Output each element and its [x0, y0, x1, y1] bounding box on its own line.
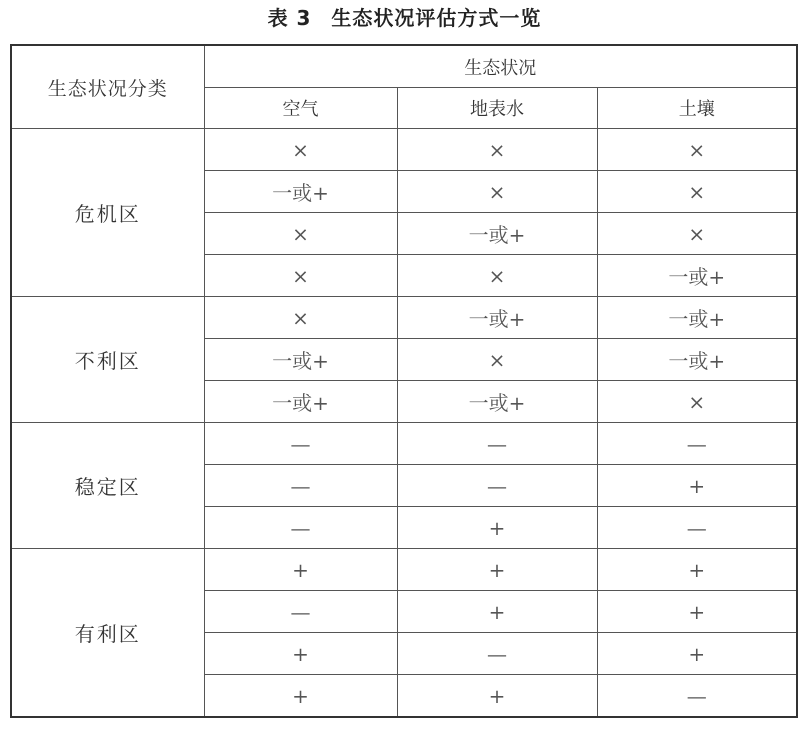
status-cell-surface-water: 一或+ — [397, 381, 597, 423]
status-cell-soil: + — [597, 633, 797, 675]
status-cell-soil: × — [597, 213, 797, 255]
table-body — [11, 129, 797, 718]
status-cell-surface-water: + — [397, 591, 597, 633]
status-cell-soil: + — [597, 591, 797, 633]
status-cell-surface-water: × — [397, 339, 597, 381]
zone-label: 稳定区 — [11, 423, 204, 549]
status-cell-soil: 一或+ — [597, 297, 797, 339]
zone-label: 不利区 — [11, 297, 204, 423]
status-cell-air: 一或+ — [204, 381, 397, 423]
zone-label: 危机区 — [11, 129, 204, 297]
status-cell-air: — — [204, 465, 397, 507]
status-cell-air: × — [204, 297, 397, 339]
status-cell-surface-water: + — [397, 507, 597, 549]
column-header-air: 空气 — [204, 88, 397, 129]
table-row — [11, 423, 797, 465]
status-cell-air: 一或+ — [204, 171, 397, 213]
ecological-status-table — [10, 44, 798, 718]
zone-label: 有利区 — [11, 549, 204, 718]
status-cell-air: × — [204, 255, 397, 297]
status-cell-surface-water: × — [397, 129, 597, 171]
table-title: 生态状况评估方式一览 — [331, 6, 542, 30]
status-cell-soil: — — [597, 675, 797, 718]
status-cell-surface-water: 一或+ — [397, 297, 597, 339]
status-cell-surface-water: × — [397, 255, 597, 297]
status-cell-surface-water: × — [397, 171, 597, 213]
status-cell-soil: × — [597, 381, 797, 423]
status-cell-surface-water: — — [397, 633, 597, 675]
table-number: 表 3 — [267, 6, 312, 30]
status-cell-soil: × — [597, 171, 797, 213]
status-cell-soil: 一或+ — [597, 255, 797, 297]
status-cell-soil: × — [597, 129, 797, 171]
status-cell-soil: — — [597, 423, 797, 465]
status-cell-air: × — [204, 129, 397, 171]
table-row — [11, 129, 797, 171]
status-cell-surface-water: + — [397, 675, 597, 718]
column-header-soil: 土壤 — [597, 88, 797, 129]
status-cell-air: — — [204, 423, 397, 465]
table-caption — [0, 0, 809, 36]
table-row — [11, 297, 797, 339]
status-cell-air: + — [204, 549, 397, 591]
column-header-surface-water: 地表水 — [397, 88, 597, 129]
status-cell-surface-water: 一或+ — [397, 213, 597, 255]
status-cell-soil: + — [597, 465, 797, 507]
category-header: 生态状况分类 — [11, 45, 204, 129]
status-group-header: 生态状况 — [204, 45, 797, 88]
status-cell-surface-water: + — [397, 549, 597, 591]
status-cell-soil: 一或+ — [597, 339, 797, 381]
status-cell-soil: + — [597, 549, 797, 591]
status-cell-soil: — — [597, 507, 797, 549]
status-cell-air: + — [204, 633, 397, 675]
status-cell-air: 一或+ — [204, 339, 397, 381]
status-cell-air: × — [204, 213, 397, 255]
status-cell-surface-water: — — [397, 423, 597, 465]
status-cell-air: — — [204, 507, 397, 549]
status-cell-air: + — [204, 675, 397, 718]
table-row — [11, 549, 797, 591]
status-cell-air: — — [204, 591, 397, 633]
status-cell-surface-water: — — [397, 465, 597, 507]
